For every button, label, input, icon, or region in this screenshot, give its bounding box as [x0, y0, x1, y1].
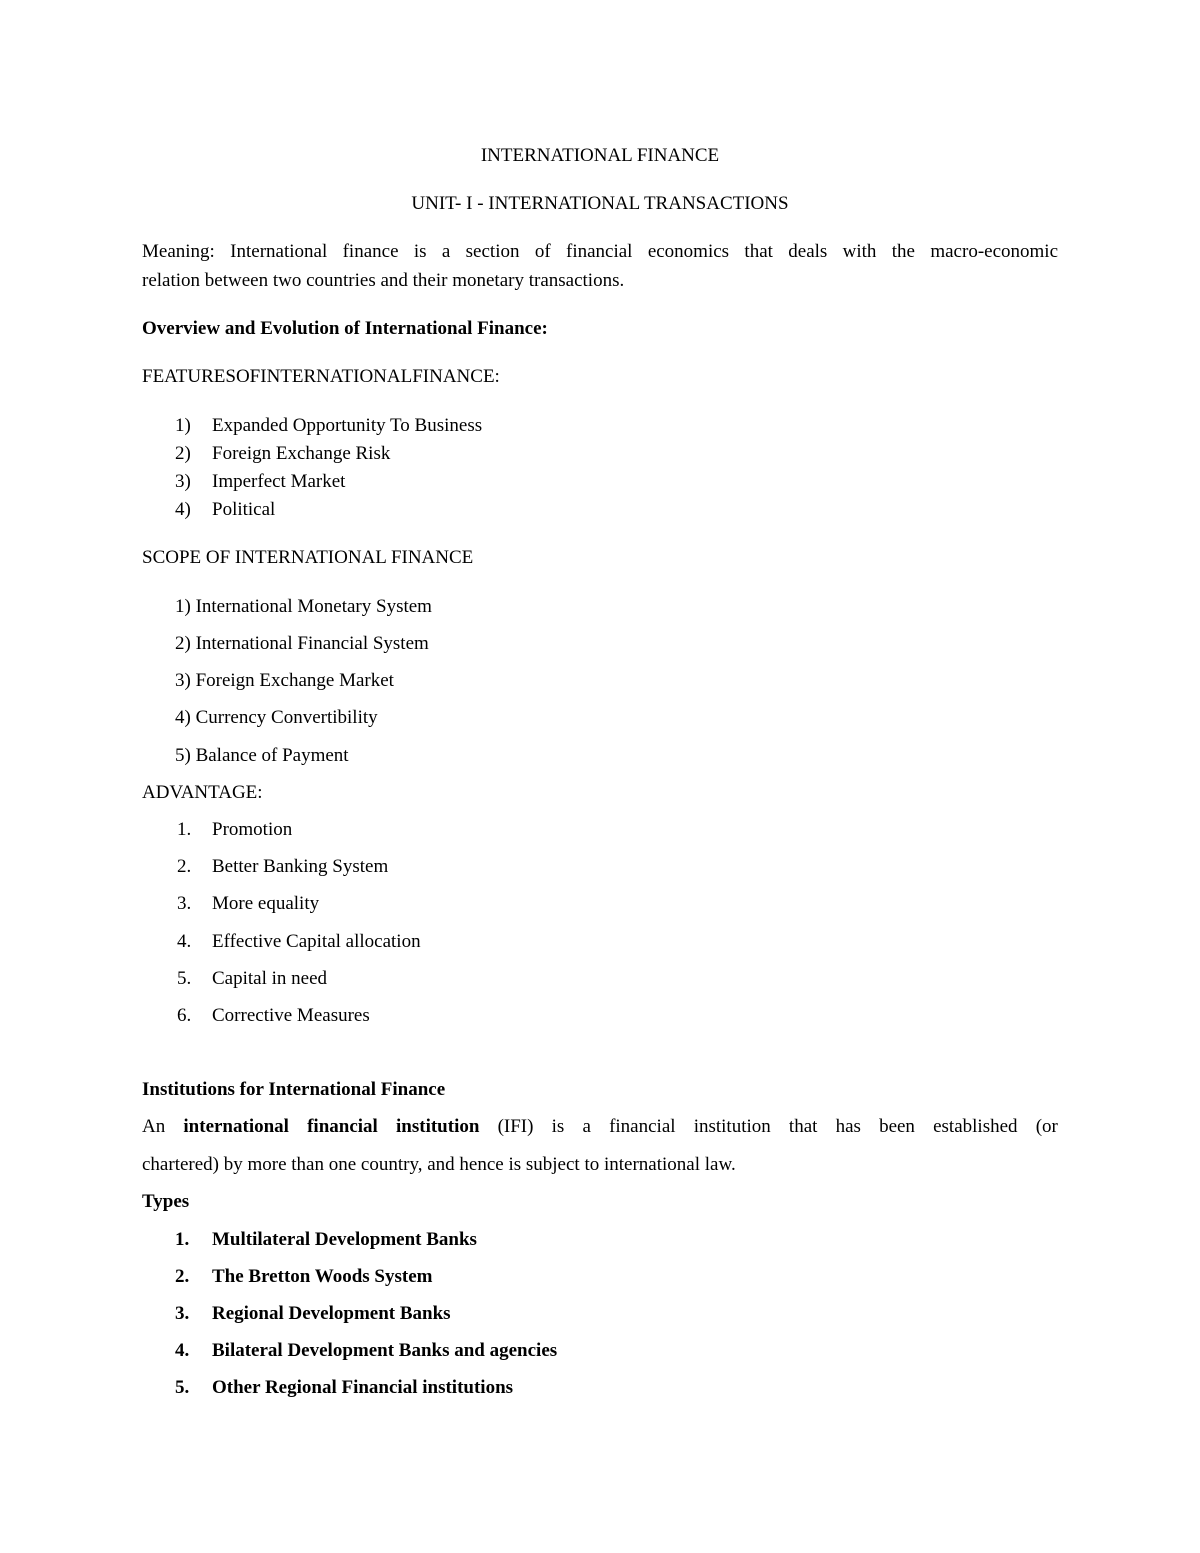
scope-heading: SCOPE OF INTERNATIONAL FINANCE — [142, 547, 474, 568]
meaning-word: International — [230, 241, 328, 262]
scope-item: 2) International Financial System — [175, 633, 429, 654]
scope-item: 5) Balance of Payment — [175, 745, 349, 766]
types-item-text: Regional Development Banks — [212, 1303, 451, 1324]
meaning-word: financial — [566, 241, 633, 262]
institutions-heading: Institutions for International Finance — [142, 1079, 446, 1100]
scope-item: 1) International Monetary System — [175, 596, 432, 617]
institutions-definition-word: that — [788, 1116, 818, 1137]
meaning-word: finance — [342, 241, 399, 262]
document-title: INTERNATIONAL FINANCE — [480, 145, 720, 166]
features-item-text: Foreign Exchange Risk — [212, 443, 391, 464]
meaning-line-2: relation between two countries and their monetary transactions. — [142, 270, 625, 291]
advantage-item-text: Corrective Measures — [212, 1005, 370, 1026]
features-item-text: Political — [212, 499, 276, 520]
institutions-definition-word: (or — [1035, 1116, 1058, 1137]
types-item-text: The Bretton Woods System — [212, 1266, 433, 1287]
institutions-definition-line-1 — [142, 1117, 1058, 1136]
institutions-definition-word: a — [582, 1116, 591, 1137]
advantage-item-text: Better Banking System — [212, 856, 389, 877]
advantage-item-text: Effective Capital allocation — [212, 931, 421, 952]
features-item-number: 1) — [175, 415, 191, 436]
advantage-item-number: 2. — [177, 856, 192, 877]
advantage-item-text: Promotion — [212, 819, 293, 840]
types-heading: Types — [142, 1191, 190, 1212]
institutions-definition-word: has — [835, 1116, 861, 1137]
meaning-word: that — [744, 241, 773, 262]
institutions-definition-word: established — [933, 1116, 1018, 1137]
meaning-word: with — [842, 241, 877, 262]
meaning-word: a — [441, 241, 451, 262]
overview-heading: Overview and Evolution of International Finance: — [142, 318, 548, 339]
types-item-number: 4. — [175, 1340, 190, 1361]
institutions-definition-word: is — [551, 1116, 565, 1137]
advantage-item-number: 5. — [177, 968, 192, 989]
advantage-item-number: 6. — [177, 1005, 192, 1026]
institutions-definition-word: institution — [396, 1116, 480, 1137]
institutions-definition-word: been — [879, 1116, 915, 1137]
features-item-text: Expanded Opportunity To Business — [212, 415, 483, 436]
advantage-item-number: 1. — [177, 819, 192, 840]
unit-title: UNIT- I - INTERNATIONAL TRANSACTIONS — [411, 193, 789, 214]
meaning-word: of — [534, 241, 551, 262]
institutions-definition-word: international — [183, 1116, 289, 1137]
institutions-definition-word: An — [142, 1116, 166, 1137]
advantage-heading: ADVANTAGE: — [142, 782, 263, 803]
institutions-definition-line-2: chartered) by more than one country, and hence is subject to international law. — [142, 1154, 736, 1175]
scope-item: 3) Foreign Exchange Market — [175, 670, 394, 691]
institutions-definition-word: financial — [609, 1116, 676, 1137]
types-item-text: Multilateral Development Banks — [212, 1229, 477, 1250]
advantage-item-number: 3. — [177, 893, 192, 914]
meaning-word: section — [465, 241, 520, 262]
types-item-text: Bilateral Development Banks and agencies — [212, 1340, 558, 1361]
scope-item: 4) Currency Convertibility — [175, 707, 378, 728]
meaning-word: macro-economic — [930, 241, 1058, 262]
institutions-definition-word: institution — [693, 1116, 771, 1137]
types-item-number: 2. — [175, 1266, 190, 1287]
features-item-number: 2) — [175, 443, 191, 464]
meaning-word: deals — [788, 241, 828, 262]
institutions-definition-word: financial — [307, 1116, 378, 1137]
advantage-item-text: Capital in need — [212, 968, 328, 989]
advantage-item-number: 4. — [177, 931, 192, 952]
types-item-text: Other Regional Financial institutions — [212, 1377, 514, 1398]
meaning-word: is — [413, 241, 427, 262]
meaning-line-1 — [142, 242, 1058, 261]
types-item-number: 3. — [175, 1303, 190, 1324]
features-item-number: 3) — [175, 471, 191, 492]
meaning-word: Meaning: — [142, 241, 215, 262]
institutions-definition-word: (IFI) — [497, 1116, 534, 1137]
features-item-text: Imperfect Market — [212, 471, 346, 492]
features-item-number: 4) — [175, 499, 191, 520]
meaning-word: economics — [647, 241, 730, 262]
meaning-word: the — [891, 241, 915, 262]
features-heading: FEATURESOFINTERNATIONALFINANCE: — [142, 366, 500, 387]
types-item-number: 1. — [175, 1229, 190, 1250]
advantage-item-text: More equality — [212, 893, 320, 914]
types-item-number: 5. — [175, 1377, 190, 1398]
